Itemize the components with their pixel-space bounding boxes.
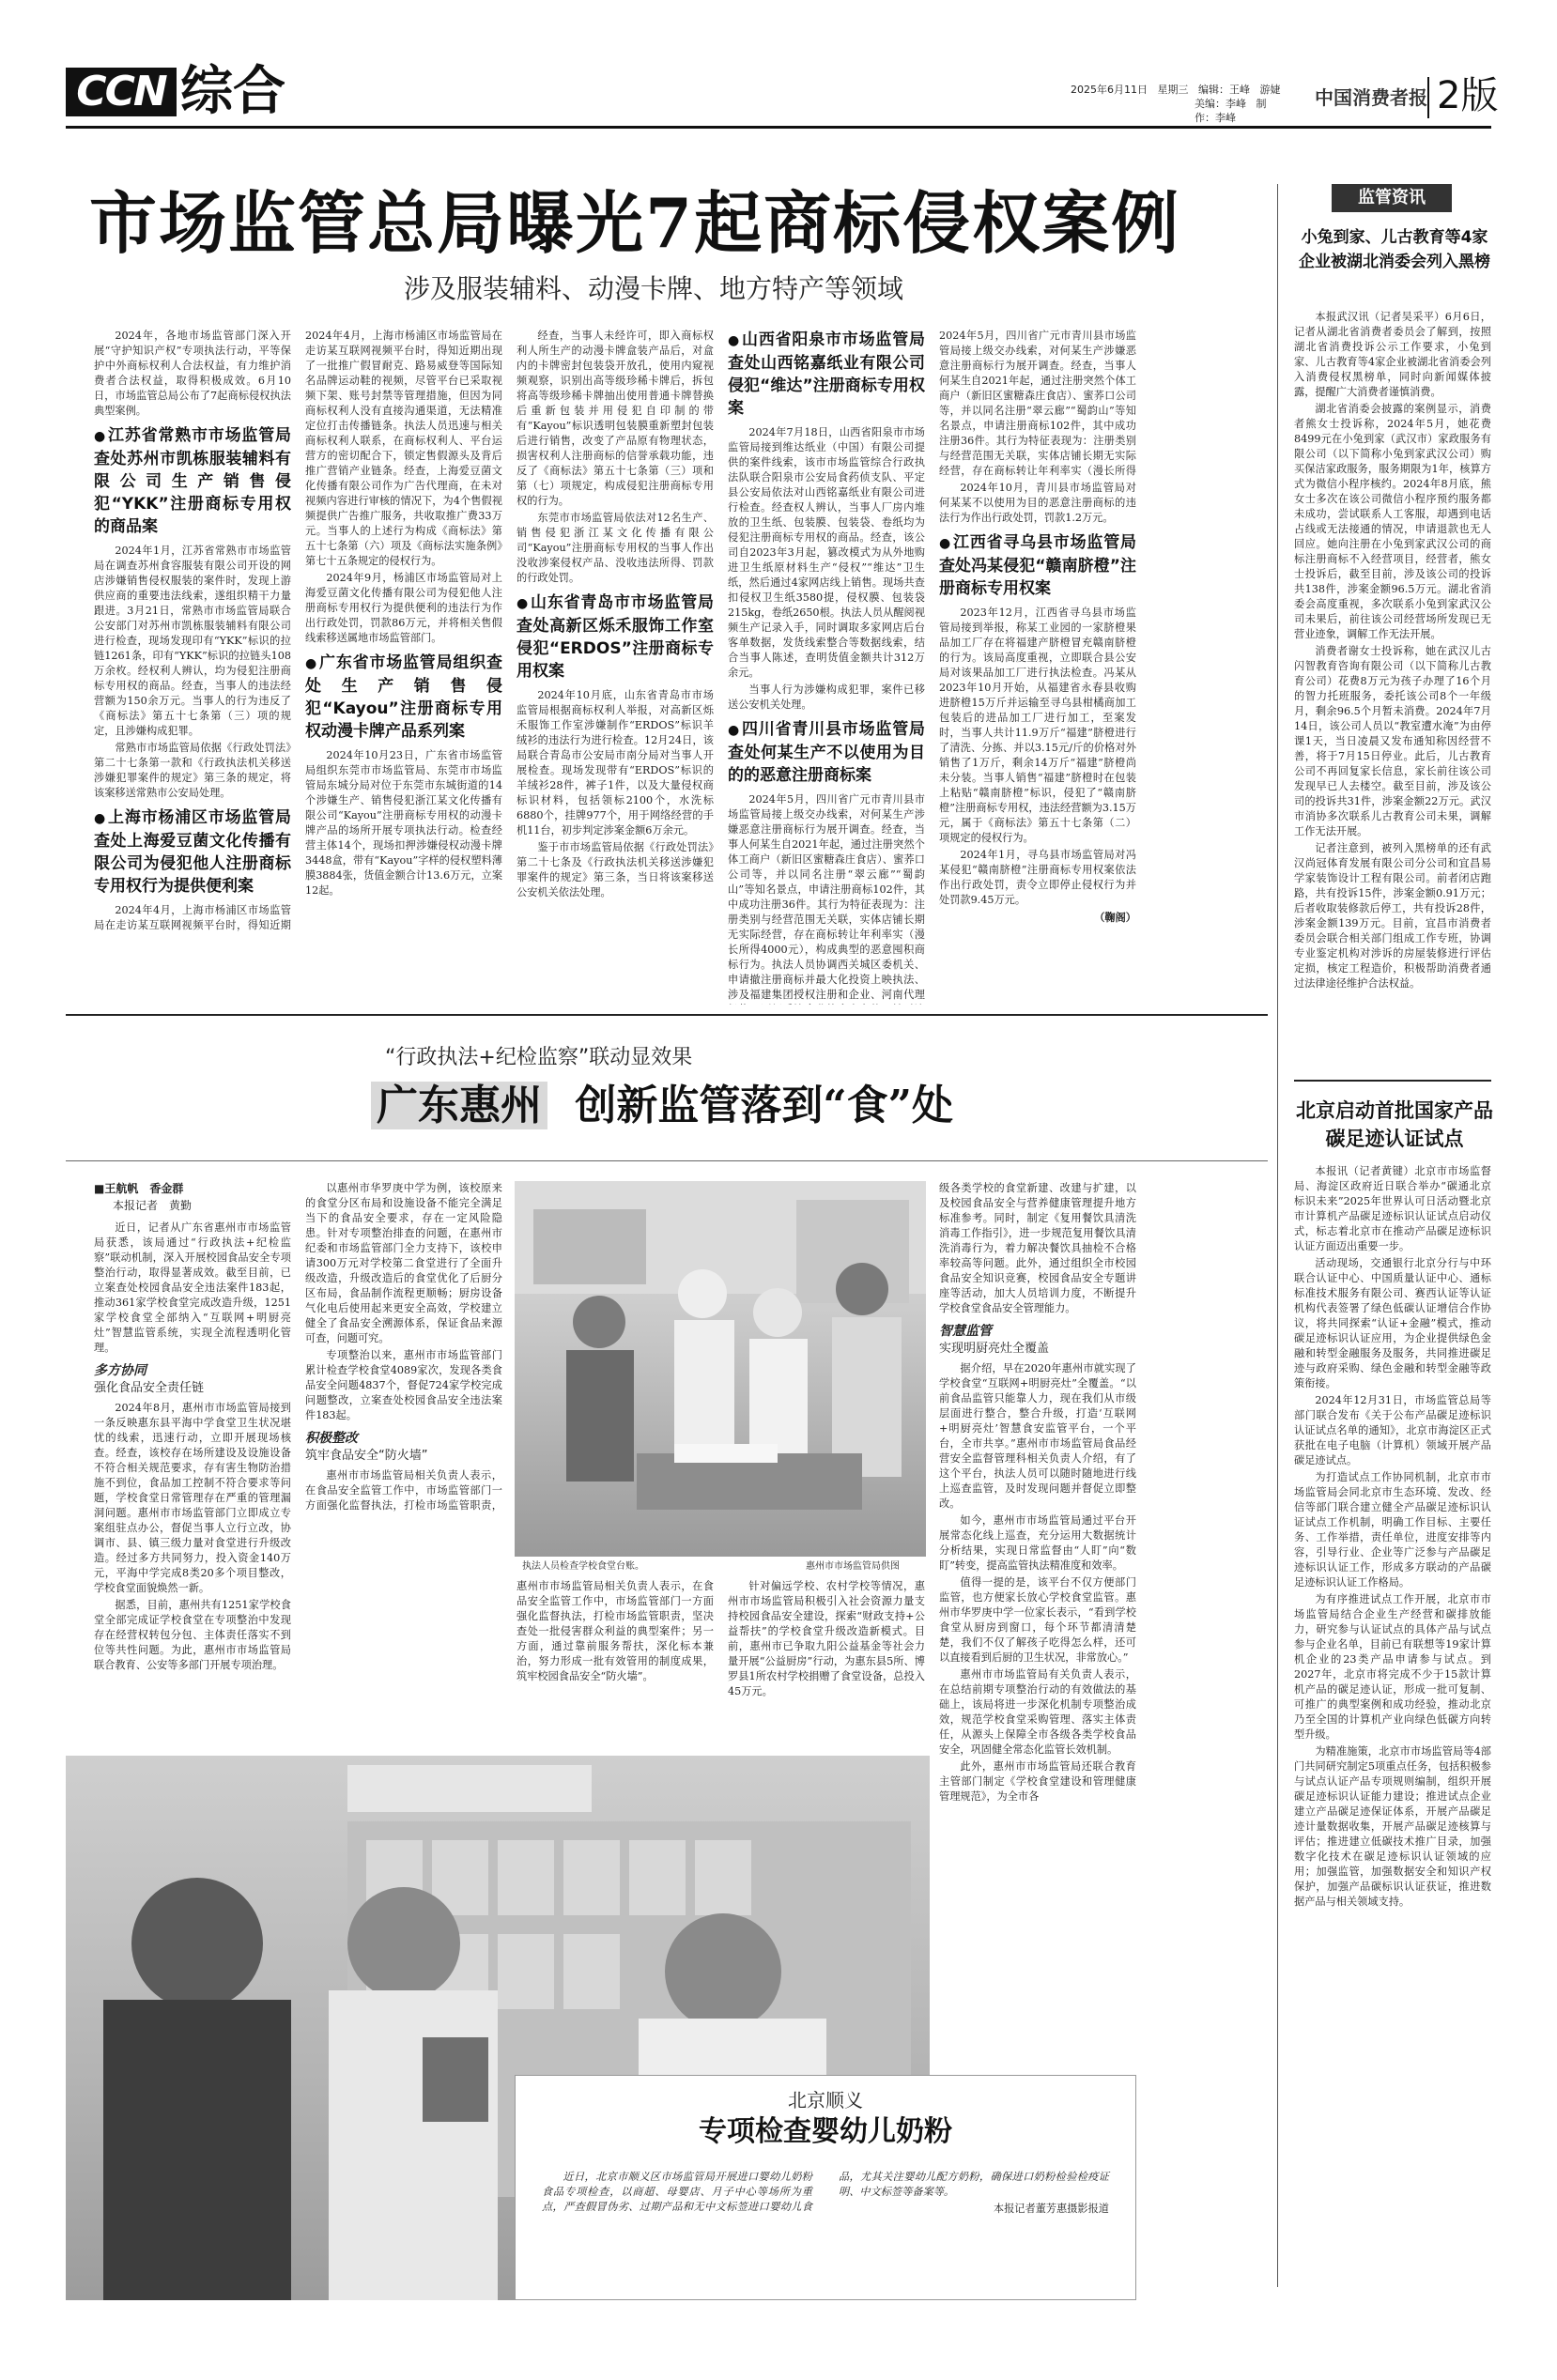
case7-head: ● 江西省寻乌县市场监管局查处冯某侵犯“赣南脐橙”注册商标专用权案 [939,533,1136,598]
case3-text3: 东莞市市场监管局依法对12名生产、销售侵犯浙江某文化传播有限公司“Kayou”注册商标专用权的当事人作出没收涉案侵权产品、没收违法所得、罚款的行政处罚。 [516,512,714,584]
sidebar2-text6: 为精准施策，北京市市场监管局等4部门共同研究制定5项重点任务，包括积极参与试点认证产品专项规则编制，组织开展碳足迹标识认证能力建设；推进试点企业建立产品碳足迹保证体系，开展产品碳足迹计量数据收集，开展产品碳足迹核算与评估；推进建立低碳技术推广目录，加强数字化技术在碳足迹标识认证领域的应用；加强监管，加强数据安全和知识产权保护，加强产品碳标识认证获证，推进数据产品与相关领域支持。 [1294,1745,1491,1908]
lead-intro: 2024年，各地市场监管部门深入开展“守护知识产权”专项执法行动，平等保护中外商标权利人合法权益，有力维护消费者合法权益，取得积极成效。6月10日，市场监管总局公布了7起商标侵权执法典型案例。 [94,330,291,417]
photo-figures [515,1181,926,1557]
feature-h1-sub: 强化食品安全责任链 [94,1381,205,1395]
proofreader: 游婕 [1259,84,1281,96]
feature-title [371,1080,953,1132]
case7-text2: 2024年1月，寻乌县市场监管局对冯某侵犯“赣南脐橙”注册商标专用权案依法作出行政处罚，责令立即停止侵权行为并处罚款9.45万元。 [939,849,1136,906]
case7-text: 2023年12月，江西省寻乌县市场监管局接到举报，称某工业园的一家脐橙果品加工厂存在将福建产脐橙冒充赣南脐橙的行为。该局高度重视，立即联合县公安局对该果品加工厂进行执法检查。冯某从2023年10月开始，从福建省永春县收购进脐橙15万斤并运输至寻乌县柑橘商加工包装后的进品加工厂进行加工，至案发时，当事人共计11.9万斤“福建”脐橙进行了清洗、分拣、并以3.15元/斤的价格对外销售了1万斤，剩余14万斤“福建”脐橙尚未分装。当事人销售“福建”脐橙时在包装上粘贴“赣南脐橙”标识，侵犯了“赣南脐橙”注册商标专用权，违法经营额为3.15万元，属于《商标法》第五十七条第（二）项规定的侵权行为。 [939,607,1136,844]
feature-text13: 此外，惠州市市场监管局还联合教育主管部门制定《学校食堂建设和管理健康管理规范》，为全市各 [939,1760,1136,1803]
feature-text7: 级各类学校的食堂新建、改建与扩建，以及校园食品安全与营养健康管理提升地方标准参考。同时，制定《复用餐饮具清洗消毒工作指引》，进一步规范复用餐饮具清洗消毒行为，着力解决餐饮具抽检不合格率较高等问题。此外，通过组织全市校园食品安全知识竞赛，校园食品安全专题讲座等活动，加大人员培训力度，不断提升学校食堂食品安全管理能力。 [939,1182,1136,1314]
issue-date: 2025年6月11日 [1071,84,1148,96]
case1-text2: 常熟市市场监管局依据《行政处罚法》第二十七条第一款和《行政执法机关移送涉嫌犯罪案件的规定》第三条的规定，将该案移送常熟市公安局处理。 [94,742,291,799]
feature-h1: 多方协同 [94,1363,146,1378]
lead-reporter: （鞠阁） [1094,911,1136,924]
sidebar2-text1: 本报讯（记者黄键）北京市市场监督局、海淀区政府近日联合举办“碳通北京 标识未来”2025年世界认可日活动暨北京市计算机产品碳足迹标识认证试点启动仪式，标志着北京市在推动产品碳足迹标识认证方面迈出重要一步。 [1294,1165,1491,1252]
case4-text2: 鉴于市市场监管局依据《行政处罚法》第二十七条及《行政执法机关移送涉嫌犯罪案件的规定》第三条，当日将该案移送公安机关依法处理。 [516,841,714,898]
case4-head: ● 山东省青岛市市场监管局查处高新区烁禾服饰工作室侵犯“ERDOS”注册商标专用权案 [516,593,714,681]
photo1-caption: 执法人员检查学校食堂台账。 [522,1561,644,1572]
sidebar1-text1: 本报武汉讯（记者吴采平）6月6日，记者从湖北省消费者委员会了解到，按照湖北省消费投诉公示工作要求，小兔到家、儿古教育等4家企业被湖北省消委会列入消费侵权黑榜单，同时向新闻媒体披露，提醒广大消费者谨慎消费。 [1294,311,1491,398]
feature-text5: 专项整治以来，惠州市市场监管部门累计检查学校食堂4089家次，发现各类食品安全问题4837个，督促724家学校完成问题整改，立案查处校园食品安全违法案件183起。 [305,1349,502,1421]
sidebar2-text3: 2024年12月31日，市场监管总局等部门联合发布《关于公布产品碳足迹标识认证试点名单的通知》，北京市海淀区正式获批在电子电脑（计算机）领域开展产品碳足迹试点。 [1294,1394,1491,1466]
feature-text11: 惠州市市场监管局有关负责人表示，在总结前期专项整治行动的有效做法的基础上，该局将进一步深化机制专项整治成效，规范学校食堂采购管理、落实主体责任，从源头上保障全市各级各类学校食品安全，巩固健全常态化监管长效机制。 [939,1668,1136,1756]
feature-col-3 [516,1579,714,1744]
editor: 编辑：王峰 [1198,84,1250,96]
feature-text12: 针对偏远学校、农村学校等情况，惠州市市场监管局积极引入社会资源力量支持校园食品安全建设，探索“财政支持+公益帮扶”的学校食堂升级改造新模式。目前，惠州市已争取九阳公益基金等社会力量开展“公益厨房”行动，为惠东县5所、博罗县1所农村学校捐赠了食堂设备，总投入45万元。 [728,1580,925,1697]
shunyi-body: 近日，北京市顺义区市场监管局开展进口婴幼儿奶粉食品专项检查，以商超、母婴店、月子中心等场所为重点，严查假冒伪劣、过期产品和无中文标签进口婴幼儿食品，尤其关注婴幼儿配方奶粉，确保进口奶粉检验检疫证明、中文标签等备案等。 [542,2171,1109,2213]
case6-text-cont: 2024年5月，四川省广元市青川县市场监管局接上级交办线索，对何某生产涉嫌恶意注册商标行为展开调查。经查，当事人何某生自2021年起，通过注册突然个体工商户（新旧区蜜糖森庄食店）、蜜荞口公司等，并以同名注册“翠云廊”“蜀韵山”等知名景点，申请注册商标102件，其中成功注册36件。其行为特征表现为：注册类别与经营范围无关联，实体店铺长期无实际经营，存在商标转让年利率实（漫长所得 [939,330,1136,477]
lead-col-3 [516,329,714,1005]
feature-col-4 [728,1579,925,1744]
masthead-rule [66,126,1491,129]
case3-head: ● 广东省市场监管局组织查处生产销售侵犯“Kayou”注册商标专用权动漫卡牌产品系列案 [305,653,502,741]
section-title: 综合 [180,61,285,122]
feature-text6-start: 惠州市市场监管局相关负责人表示，在食品安全监管工作中，市场监管部门一方面强化监督执法，打检市场监管职责， [305,1469,502,1512]
case3-text2: 经查，当事人未经许可，即入商标权利人所生产的动漫卡牌盒装产品后，对盒内的卡牌密封包装袋开放孔，使用内窥视频观察，识别出高等级珍稀卡牌后，拆包将高等级珍稀卡牌抽出使用普通卡牌替换后重新包装并用侵犯自印制的带有“Kayou”标识透明包装膜重新塑封包装后进行销售，改变了产品原有物理状态，损害权利人注册商标的信誉承载功能，违反了《商标法》第五十七条第（三）项和第（七）项规定，构成侵犯注册商标专用权的行为。 [516,330,714,507]
case5-head: ● 山西省阳泉市市场监管局查处山西铭嘉纸业有限公司侵犯“维达”注册商标专用权案 [728,330,925,418]
shunyi-title: 专项检查婴幼儿奶粉 [699,2115,952,2148]
paper-name: 中国消费者报 [1315,86,1427,109]
feature-title-location: 广东惠州 [371,1082,547,1129]
feature-title-rule [66,1160,1268,1161]
feature-col-1 [94,1181,291,1744]
page-divider [1427,77,1429,118]
feature-text3: 据悉，目前，惠州共有1251家学校食堂全部完成证学校食堂在专项整治中发现存在经营权转包分包、主体责任落实不到位等共性问题。为此，惠州市市场监管局联合教育、公安等多部门开展专项治理。 [94,1599,291,1671]
feature-text8: 据介绍，早在2020年惠州市就实现了学校食堂“互联网+明厨亮灶”全覆盖。“以前食品监管只能靠人力，现在我们从市级层面进行整合，整合升级，打造‘互联网+明厨亮灶’智慧食安监管平台，一个平台，全市共享。”惠州市市场监管局食品经营安全监督管理科相关负责人介绍，有了这个平台，执法人员可以随时随地进行线上巡查监管，及时发现问题并督促立即整改。 [939,1362,1136,1510]
feature-col-2 [305,1181,502,1744]
sidebar1-text2: 湖北省消委会披露的案例显示，消费者熊女士投诉称，2024年5月，她花费8499元在小兔到家（武汉市）家政服务有限公司（以下简称小兔到家武汉公司）购买保洁家政服务，服务期限为1年，核算方式为微信小程序核约。2024年8月底，熊女士多次在该公司微信小程序预约服务都未成功，尝试联系人工客服，却遇到电话占线或无法接通的情况，申请退款也无人回应。她向注册在小兔到家武汉公司的商标注册商标不入经营项目，经营者，熊女士投诉后，截至目前，涉及该公司的投诉共138件，涉案金额96.5万元。湖北省消委会高度重视，多次联系小兔到家武汉公司未果后，前往该公司经营场所发现已无营业迹象，调解工作无法开展。 [1294,403,1491,640]
lead-col-4 [728,329,925,1005]
lead-col-5 [939,329,1136,1005]
case6-text2: 2024年10月，青川县市场监管局对何某某不以使用为目的恶意注册商标的违法行为作出行政处罚，罚款1.2万元。 [939,482,1136,524]
art-editor: 美编：李峰 [1195,98,1246,110]
feature-kicker: “行政执法+纪检监察”联动显效果 [385,1046,693,1069]
case5-text2: 当事人行为涉嫌构成犯罪，案件已移送公安机关处理。 [728,683,925,711]
shunyi-box [515,2075,1136,2300]
case6-text: 2024年5月，四川省广元市青川县市场监管局接上级交办线索，对何某生产涉嫌恶意注册商标行为展开调查。经查，当事人何某生自2021年起，通过注册突然个体工商户（新旧区蜜糖森庄食店）、蜜荞口公司等，并以同名注册“翠云廊”“蜀韵山”等知名景点，申请注册商标102件，其中成功注册36件。其行为特征表现为：注册类别与经营范围无关联，实体店铺长期无实际经营，存在商标转让年利率实（漫长所得4000元），构成典型的恶意囤积商标行为。执法人员协调西关城区委机关、申请撤注册商标并最大化投资上映执法、涉及福建集团授权注册和企业、河南代理 [728,793,925,1001]
masthead [0,0,1557,127]
lead-headline: 市场监管总局曝光7起商标侵权案例 [89,183,1181,263]
case2-text2: 2024年9月，杨浦区市场监管局对上海爱豆菌文化传播有限公司为侵犯他人注册商标专用权行为提供便利的违法行为作出行政处罚，罚款86万元，并将相关售假线索移送属地市场监管部门。 [305,572,502,644]
case2-text: 2024年4月，上海市杨浦区市场监管局在走访某互联网视频平台时，得知近期 [94,904,291,931]
case1-head: ● 江苏省常熟市市场监管局查处苏州市凯栋服装辅料有限公司生产销售侵犯“YKK”注册商标专用权的商品案 [94,426,291,536]
sidebar1-text3: 消费者谢女士投诉称，她在武汉儿古闪智教育咨询有限公司（以下简称儿古教育公司）花费8万元为孩子办理了16个月的智力托班服务，委托该公司8个一年级月，剩余96.5个月暂未消费。2024年7月14日，该公司人员以“教室遭水淹”为由停课1天，当日凌晨又发布通知称因经营不善，将于7月15日停业。此后，儿古教育公司不再回复家长信息，家长前往该公司发现早已人去楼空。截至目前，涉及该公司的投诉共31件，涉案金额22万元。武汉市消协多次联系儿古教育公司未果，调解工作无法开展。 [1294,645,1491,837]
feature-byline: ■王航帆 香金群 [94,1182,184,1195]
sidebar2-text5: 为有序推进试点工作开展，北京市市场监管局结合企业生产经营和碳排放能力，研究参与认证试点的具体产品与试点参与企业名单，目前已有联想等19家计算机企业的23类产品申请参与试点。到2027年，北京市将完成不少于15款计算机产品的碳足迹认证，形成一批可复制、可推广的典型案例和成功经验，推动北京乃至全国的计算机产业向绿色低碳方向转型升级。 [1294,1593,1491,1741]
sidebar1-body [1294,310,1491,1089]
feature-h2-sub: 筑牢食品安全“防火墙” [305,1449,428,1463]
ccn-logo: CCN [66,68,177,116]
photo-inspection-ledger [515,1181,926,1557]
feature-h2: 积极整改 [305,1431,358,1446]
feature-title-main: 创新监管落到“食”处 [575,1082,953,1129]
shunyi-reporter: 本报记者董芳惠摄影报道 [993,2203,1109,2215]
feature-h3: 智慧监管 [939,1324,992,1339]
sidebar2-text4: 为打造试点工作协同机制，北京市市场监管局会同北京市生态环境、发改、经信等部门联合建立健全产品碳足迹标识认证试点工作机制，明确工作目标、主要任务、工作举措，责任单位，进度安排等内容，引导行业、企业等广泛参与产品碳足迹标识认证工作，形成多方联动的产品碳足迹标识认证工作格局。 [1294,1471,1491,1589]
feature-text9: 如今，惠州市市场监管局通过平台开展常态化线上巡查，充分运用大数据统计分析结果，实现日常监督由“人盯”向“数盯”转变，提高监管执法精准度和效率。 [939,1514,1136,1572]
feature-text2: 2024年8月，惠州市市场监管局接到一条反映惠东县平海中学食堂卫生状况堪忧的线索，迅速行动，立即开展现场核查。经查，该校存在场所建设及设施设备不符合相关规范要求，存有害生物防治措施不到位，食品加工控制不符合要求等问题，学校食堂日常管理存在严重的管理漏洞问题。惠州市市场监管部门立即成立专案组驻点办公，督促当事人立行立改，协调市、县、镇三级力量对食堂进行升级改造。经过多方共同努力，投入资金140万元，平海中学完成8类20多个项目整改，学校食堂面貌焕然一新。 [94,1402,291,1594]
shunyi-kicker: 北京顺义 [788,2089,863,2111]
feature-col-5 [939,1181,1136,2120]
sidebar-rule [1277,184,1278,2287]
photo1-credit: 惠州市市场监管局供图 [806,1561,900,1572]
shunyi-text [542,2170,1109,2217]
feature-text6-cont: 惠州市市场监管局相关负责人表示，在食品安全监管工作中，市场监管部门一方面强化监督执法，打检市场监管职责，坚决查处一批侵害群众利益的典型案件；另一方面，通过靠前服务帮扶，深化标本兼治，努力形成一批有效管用的制度成果，筑牢校园食品安全“防火墙”。 [516,1580,714,1682]
case5-text: 2024年7月18日，山西省阳泉市市场监管局接到维达纸业（中国）有限公司提供的案件线索，该市市场监管综合行政执法队联合阳泉市公安局食药侦支队、平定县公安局依法对山西铭嘉纸业有限公司进行检查。经查权人辨认，当事人厂房内堆放的卫生纸、包装膜、包装袋、卷纸均为侵犯注册商标专用权的商品。经查，该公司自2023年3月起，篡改模式为从外地购进卫生纸原材料生产“侵权”“维达”卫生纸，然后通过4家网店线上销售。现场共查扣侵权卫生纸3580提，侵权膜、包装袋215kg，卷纸2650根。执法人员从醒阅视频生产记录入手，同时调取多家网店后台客单数据，发货线索整合等数据线索，结合当事人陈述，查明货值金额共计312万余元。 [728,426,925,679]
sidebar1-title: 小兔到家、儿古教育等4家企业被湖北消委会列入黑榜 [1299,228,1490,271]
page-number: 2版 [1437,74,1499,117]
case3-text: 2024年10月23日，广东省市场监管局组织东莞市市场监管局、东莞市市场监管局东城分局对位于东莞市东城街道的14个涉嫌生产、销售侵犯浙江某文化传播有限公司“Kayou”注册商标专用权的动漫卡牌产品的场所开展专项执法行动。检查经营主体14个，现场扣押涉嫌侵权动漫卡牌3448盒，带有“Kayou”字样的侵权塑料薄膜3884张，货值金额合计13.6万元，立案12起。 [305,749,502,897]
feature-text1: 近日，记者从广东省惠州市市场监管局获悉，该局通过“行政执法+纪检监察”联动机制，深入开展校园食品安全专项整治行动，取得显著成效。截至目前，已立案查处校园食品安全违法案件183起，推动361家学校食堂完成改造升级，1251家学校食堂全部纳入“互联网+明厨亮灶”智慧监管系统，实现全流程透明化管理。 [94,1221,291,1354]
sidebar-tag: 监管资讯 [1332,184,1452,212]
feature-top-rule [66,1014,1268,1016]
case6-head: ● 四川省青川县市场监管局查处何某生产不以使用为目的的恶意注册商标案 [728,720,925,785]
lead-subtitle: 涉及服装辅料、动漫卡牌、地方特产等领域 [404,273,904,304]
masthead-meta [1071,83,1287,125]
case2-text-cont: 2024年4月，上海市杨浦区市场监管局在走访某互联网视频平台时，得知近期出现了一批推广假冒耐克、路易威登等国际知名品牌运动鞋的视频，尽管平台已采取视频下架、账号封禁等管理措施，但因为同商标权利人没有直接沟通渠道，无法精准定位打击传播链条。执法人员迅速与相关商标权利人联系，在商标权利人、平台运营方的密切配合下，锁定售假源头及背后推广营销产业链条。经查，上海爱豆菌文化传播有限公司作为广告代理商，在未对视频内容进行审核的情况下，为4个售假视频提供广告推广服务，共收取推广费33万元。当事人的上述行为构成《商标法》第五十七条第（六）项及《商标法实施条例》第七十五条规定的侵权行为。 [305,330,502,567]
sidebar2-title: 北京启动首批国家产品碳足迹认证试点 [1296,1098,1493,1150]
producer: 制作：李峰 [1195,98,1267,124]
feature-text4: 以惠州市华罗庚中学为例，该校原来的食堂分区布局和设施设备不能完全满足当下的食品安全要求，存在一定风险隐患。针对专项整治排查的问题，在惠州市纪委和市场监管部门全力支持下，该校申请300万元对学校第二食堂进行了全面升级改造，升级改造后的食堂优化了后厨分区布局，食品制作流程更顺畅；厨房设备气化电后使用起来更安全高效，学校建立健全了食品安全溯源体系，保证食品来源可查，问题可究。 [305,1182,502,1344]
case2-head: ● 上海市杨浦区市场监管局查处上海爱豆菌文化传播有限公司为侵犯他人注册商标专用权行为提供便利案 [94,808,291,896]
case4-text: 2024年10月底，山东省青岛市市场监管局根据商标权利人举报，对高新区烁禾服饰工作室涉嫌制作“ERDOS”标识羊绒衫的违法行为进行检查。12月24日，该局联合青岛市公安局市南分局对当事人开展检查。现场发现带有“ERDOS”标识的羊绒衫28件，裤子1件，以及大量侵权商标识材料，包括领标2100个，水洗标6880个，挂牌977个，用于网络经营的手机11台，初步判定涉案金额6万余元。 [516,689,714,837]
sidebar2-body [1294,1164,1491,2328]
feature-h3-sub: 实现明厨亮灶全覆盖 [939,1342,1050,1356]
feature-byline2: 本报记者 黄勤 [113,1199,193,1212]
lead-col-1 [94,329,291,935]
lead-col-2 [305,329,502,1005]
case1-text: 2024年1月，江苏省常熟市市场监管局在调查苏州食容服装有限公司开设的网店涉嫌销售侵权服装的案件时，发现上游供应商的重要违法线索，遂组织精干力量跟进。3月21日，常熟市市场监管局联合公安部门对苏州市凯栋服装辅料有限公司进行检查，现场发现印有“YKK”标识的拉链1261条，印有“YKK”标识的拉链头108万余枚。经权利人辨认，均为侵犯注册商标专用权的商品。经查，当事人的违法经营额为150余万元。当事人的行为违反了《商标法》第五十七条第（三）项的规定，且涉嫌构成犯罪。 [94,545,291,737]
sidebar1-text4: 记者注意到，被列入黑榜单的还有武汉尚冠体育发展有限公司分公司和宜昌易学家装饰设计工程有限公司。前者闭店跑路，共有投诉15件，涉案金额0.91万元；后者收取装修款后停工，共有投诉28件，涉案金额139万元。目前，宜昌市消费者委员会联合相关部门组成工作专班，协调专业鉴定机构对涉诉的房屋装修进行评估定损，核定工程造价，积极帮助消费者通过法律途径维护合法权益。 [1294,842,1491,990]
feature-text10: 值得一提的是，该平台不仅方便部门监管，也方便家长放心学校食堂监管。惠州市华罗庚中学一位家长表示，“看到学校食堂从厨房到窗口，每个环节都清清楚楚，我们不仅了解孩子吃得怎么样，还可以直接看到后厨的卫生状况，非常放心。” [939,1576,1136,1664]
sidebar2-text2: 活动现场，交通银行北京分行与中环联合认证中心、中国质量认证中心、通标标准技术服务有限公司、赛西认证等认证机构代表签署了绿色低碳认证增信合作协议，将共同探索“认证+金融”模式，推动碳足迹标识认证应用，为企业提供绿色金融和转型金融服务及服务，共同推进碳足迹与政府采购、绿色金融和转型金融等政策衔接。 [1294,1257,1491,1390]
sidebar-divider [1294,1080,1491,1082]
weekday: 星期三 [1157,84,1189,96]
